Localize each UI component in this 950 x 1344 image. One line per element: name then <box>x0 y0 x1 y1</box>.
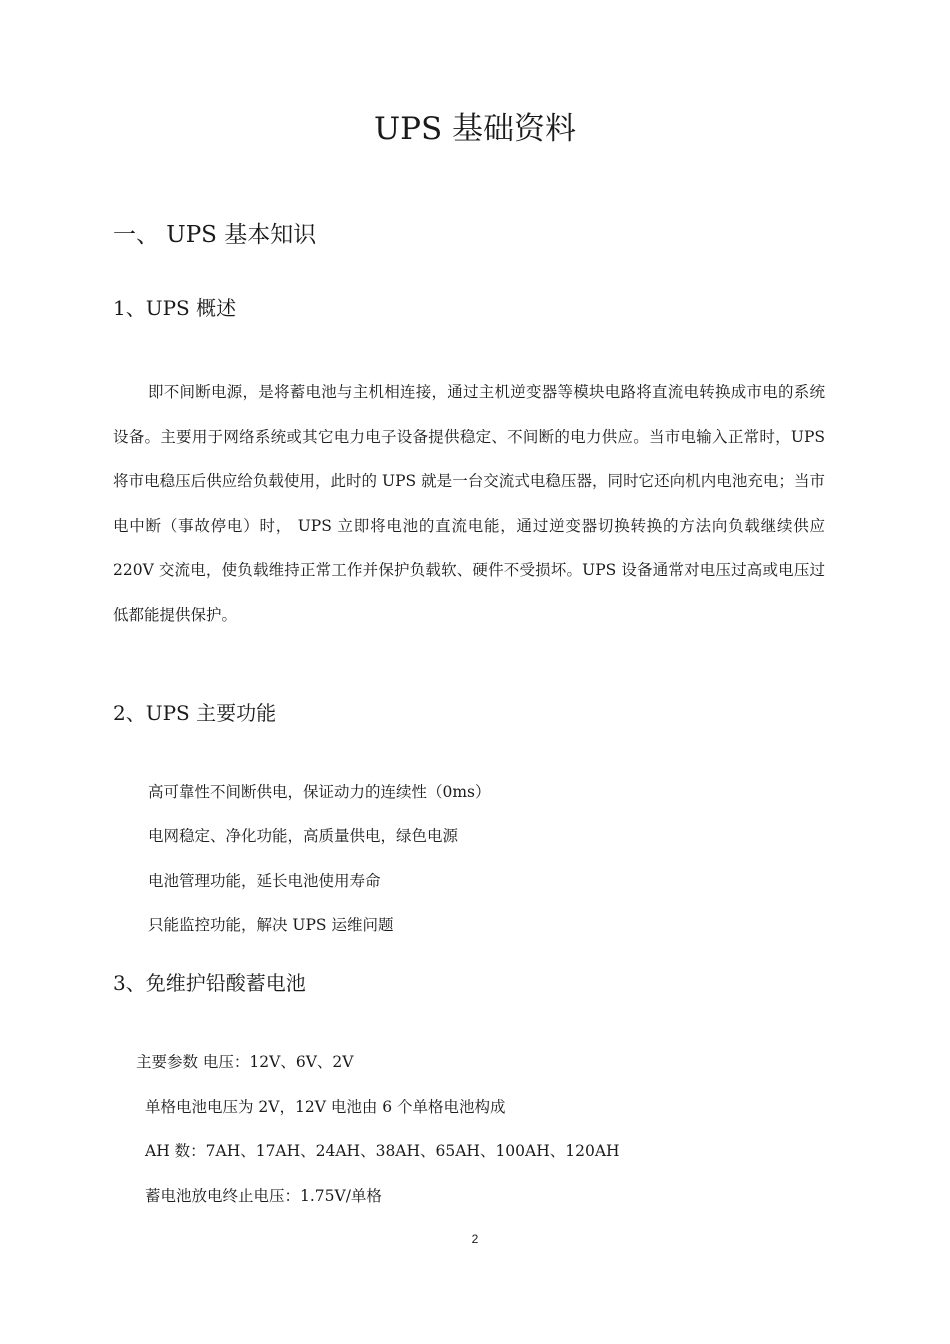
battery-item: AH 数：7AH、17AH、24AH、38AH、65AH、100AH、120AH <box>145 1142 620 1160</box>
function-item: 高可靠性不间断供电，保证动力的连续性（0ms） <box>148 783 491 801</box>
subsection-heading-overview: 1、UPS 概述 <box>113 296 237 320</box>
battery-item: 单格电池电压为 2V，12V 电池由 6 个单格电池构成 <box>145 1098 506 1116</box>
function-item: 只能监控功能，解决 UPS 运维问题 <box>148 916 394 934</box>
overview-text: 即不间断电源，是将蓄电池与主机相连接，通过主机逆变器等模块电路将直流电转换成市电的系统设备。主要用于网络系统或其它电力电子设备提供稳定、不间断的电力供应。当市电输入正常时，UPS 将市电稳压后供应给负载使用，此时的 UPS 就是一台交流式电稳压器，同时它还向机内电池充电；当市电中断（事故停电）时， UPS 立即将电池的直流电能，通过逆变器切换转换的方法向负载继续供应 220V 交流电，使负载维持正常工作并保护负载软、硬件不受损坏。UPS 设备通常对电压过高或电压过低都能提供保护。 <box>113 383 825 624</box>
battery-item: 蓄电池放电终止电压：1.75V/单格 <box>145 1187 382 1205</box>
subsection-heading-battery: 3、免维护铅酸蓄电池 <box>113 971 306 995</box>
section-heading: 一、 UPS 基本知识 <box>113 222 317 248</box>
page-number: 2 <box>471 1232 479 1246</box>
overview-paragraph <box>113 370 825 638</box>
subsection-heading-functions: 2、UPS 主要功能 <box>113 701 277 725</box>
document-title: UPS 基础资料 <box>373 111 577 147</box>
battery-item: 主要参数 电压：12V、6V、2V <box>136 1053 354 1071</box>
function-item: 电池管理功能，延长电池使用寿命 <box>148 872 381 890</box>
function-item: 电网稳定、净化功能，高质量供电，绿色电源 <box>148 827 459 845</box>
